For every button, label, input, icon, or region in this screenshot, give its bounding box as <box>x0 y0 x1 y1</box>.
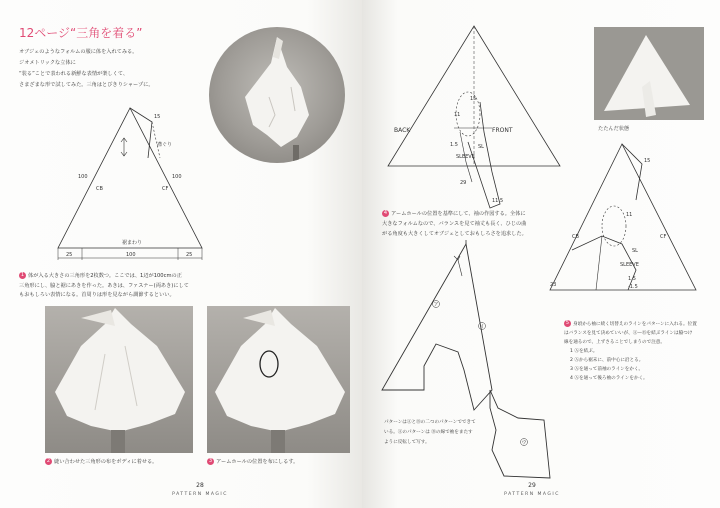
step5-line-5: 2 Ⓐから裾末に、前中心に沿とる。 <box>570 358 644 363</box>
step5-line-3: 線を通るので、上ずさることでしまうので注意。 <box>564 340 665 345</box>
photo-folded-state <box>594 27 704 120</box>
dim-100-right: 100 <box>172 174 182 180</box>
folded-caption: たたんだ状態 <box>598 126 630 132</box>
step-badge-3: 3 <box>208 458 213 464</box>
step5-line-6: 3 Ⓐを通って前袖のラインをかく。 <box>570 367 644 372</box>
dim-11-5: 11.5 <box>492 198 504 204</box>
label-cf: CF <box>660 234 667 240</box>
intro-line-2: ジオメトリックな立体に <box>19 60 76 66</box>
footer-left: PATTERN MAGIC <box>172 492 228 497</box>
step1-line-2: 三角形にし、脇と裾にあきを作った。あきは、ファスナー(両あき)にして <box>19 283 189 289</box>
label-neckline: 襟ぐり <box>157 142 173 148</box>
step-badge-1: 1 <box>20 272 25 278</box>
step2-caption: 2 縫い合わせた三角形の布をボディに着せる。 <box>46 458 158 465</box>
page-number-left: 28 <box>196 482 204 489</box>
pattern-note-line-1: パターンはⒶとⒷの二つのパターンでできて <box>384 420 476 425</box>
label-sleeve: SLEEVE <box>620 262 639 268</box>
marker-b: イ <box>479 324 485 330</box>
step5-line-4: 1 Ⓐを結ぶ。 <box>570 349 598 354</box>
dim-25-left: 25 <box>66 252 73 258</box>
marker-c: ウ <box>521 440 527 446</box>
dim-100-bottom: 100 <box>126 252 136 258</box>
page-title: 12ページ“三角を着る” <box>19 26 143 40</box>
footer-right: PATTERN MAGIC <box>504 492 560 497</box>
step4-line-2: 大きなフォルムなので、バランスを見て袖丈も長く、ひじの曲 <box>382 221 527 227</box>
label-cb: CB <box>572 234 579 240</box>
triangle-pattern-diagram <box>12 98 212 258</box>
step5-line-2: はバランスを見て決めていいが、Ⓐ—Ⓑを結ぶラインは脇つけ <box>564 331 693 336</box>
dim-100-left: 100 <box>78 174 88 180</box>
dim-23: 23 <box>550 282 557 288</box>
intro-line-1: オブジェのようなフォルムの服に体を入れてみる。 <box>19 49 138 55</box>
photo-step2-mannequin <box>45 306 193 453</box>
photo-step3-mannequin <box>207 306 350 453</box>
pattern-note-line-2: いる。Ⓐのパターンは Ⓑの線で袖をまたす <box>384 430 473 435</box>
step5-line-1: 5 身頃から袖に続く切替えのラインをパターンに入れる。位置 <box>565 320 697 327</box>
dim-1-5: 1.5 <box>450 142 458 148</box>
label-back: BACK <box>394 127 411 134</box>
label-cb: CB <box>96 186 103 192</box>
dim-15: 15 <box>644 158 651 164</box>
label-front: FRONT <box>492 127 513 134</box>
dim-15: 15 <box>470 96 477 102</box>
photo-triangle-garment-circle <box>209 27 345 163</box>
marker-a: ア <box>433 302 439 308</box>
dim-29: 29 <box>460 180 467 186</box>
dim-1-5: 1.5 <box>628 276 636 282</box>
step-badge-4: 4 <box>383 210 388 216</box>
step1-line-1: 1 体が入る大きさの三角形を2枚数つ。ここでは、1辺が100cmの正 <box>20 272 182 279</box>
label-sleeve: SLEEVE <box>456 154 475 160</box>
label-hem: 裾まわり <box>122 240 143 246</box>
step1-line-3: もおもしろい表情になる。首周りは形を見ながら調節するといい。 <box>19 292 175 298</box>
intro-line-3: “装る”ことで表われる新鮮な表情が楽しくて、 <box>19 71 129 77</box>
page-number-right: 29 <box>528 482 536 489</box>
label-sl: SL <box>478 144 484 150</box>
step3-caption: 3 アームホールの位置を布にしるす。 <box>208 458 299 465</box>
label-sl: SL <box>632 248 638 254</box>
step4-line-1: 4 アームホールの位置を基準にして、袖の作図する。全体に <box>383 210 526 217</box>
pattern-note-line-3: ように反転して写す。 <box>384 440 430 445</box>
right-page <box>362 0 720 508</box>
dim-minus-1-5: -1.5 <box>628 284 638 290</box>
dim-11: 11 <box>626 212 633 218</box>
dim-11: 11 <box>454 112 461 118</box>
intro-line-4: さまざまな形で試してみた。三角はとびきりシャープに。 <box>19 82 154 88</box>
step-badge-2: 2 <box>46 458 51 464</box>
dim-15: 15 <box>154 114 161 120</box>
step4-line-3: がる角度も大きくしてオブジェとしておもしろさを追求した。 <box>382 231 527 237</box>
step5-line-7: 4 Ⓐを通って後ろ袖のラインをかく。 <box>570 376 648 381</box>
dim-25-right: 25 <box>186 252 193 258</box>
seam-line-diagram <box>532 140 702 300</box>
step-badge-5: 5 <box>565 320 570 326</box>
label-cf: CF <box>162 186 169 192</box>
